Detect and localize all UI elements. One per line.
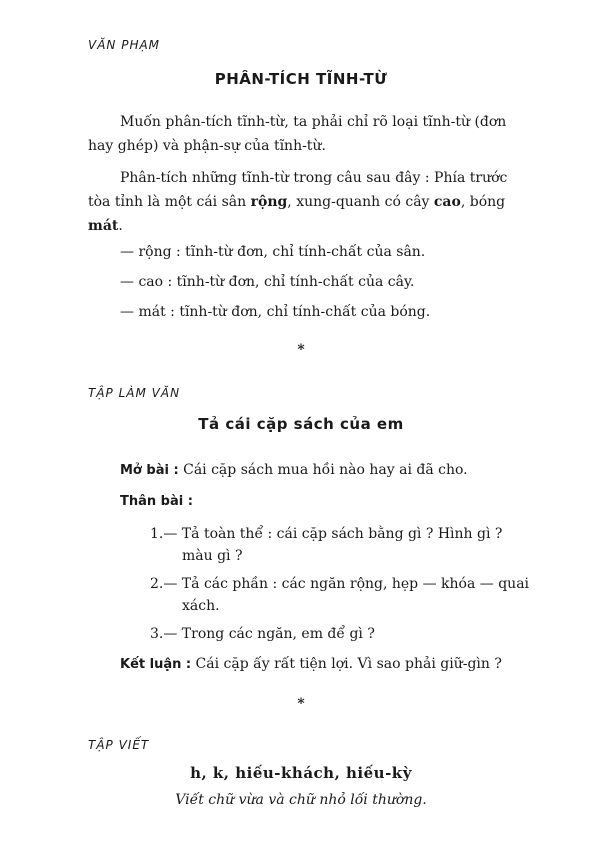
body-item-1: 1.— Tả toàn thể : cái cặp sách bằng gì ? Hình gì ? <box>150 526 503 542</box>
composition-intro <box>120 462 468 478</box>
conclusion-text: Cái cặp ấy rất tiện lợi. Vì sao phải giữ-gìn ? <box>191 656 502 672</box>
separator-star: * <box>297 342 305 358</box>
exercise-word-cao: cao <box>433 194 461 210</box>
body-item-2-cont: xách. <box>182 598 220 614</box>
body-item-2: 2.— Tả các phần : các ngăn rộng, hẹp — khóa — quai <box>150 576 530 592</box>
composition-conclusion <box>120 656 502 672</box>
writing-practice-line: h, k, hiếu-khách, hiếu-kỳ <box>190 764 412 782</box>
intro-label: Mở bài : <box>120 463 179 478</box>
writing-instruction: Viết chữ vừa và chữ nhỏ lối thường. <box>175 792 427 808</box>
grammar-intro: Muốn phân-tích tĩnh-từ, ta phải chỉ rõ loại tĩnh-từ (đơn hay ghép) và phận-sự của tĩnh-từ. <box>88 114 507 154</box>
intro-text: Cái cặp sách mua hồi nào hay ai đã cho. <box>178 462 468 478</box>
grammar-exercise <box>88 166 528 238</box>
answer-cao: — cao : tĩnh-từ đơn, chỉ tính-chất của cây. <box>120 274 415 290</box>
composition-title: Tả cái cặp sách của em <box>198 415 404 433</box>
exercise-text-mid1: , xung-quanh có cây <box>287 194 434 210</box>
writing-section-label: TẬP VIẾT <box>88 738 150 752</box>
body-item-3: 3.— Trong các ngăn, em để gì ? <box>150 626 375 642</box>
exercise-text-mid2: , bóng <box>460 194 506 210</box>
exercise-word-mat: mát <box>88 218 119 234</box>
exercise-text-end: . <box>118 218 123 234</box>
grammar-section-label: VĂN PHẠM <box>88 38 161 52</box>
composition-section-label: TẬP LÀM VĂN <box>88 386 181 400</box>
exercise-text-pre: Phân-tích những tĩnh-từ trong câu sau đây : Phía trước tòa tỉnh là một cái sân <box>88 170 508 210</box>
answer-rong: — rộng : tĩnh-từ đơn, chỉ tính-chất của sân. <box>120 244 426 260</box>
body-item-1-cont: màu gì ? <box>182 548 243 564</box>
separator-star-2: * <box>297 696 305 712</box>
body-label: Thân bài : <box>120 494 193 509</box>
answer-mat: — mát : tĩnh-từ đơn, chỉ tính-chất của bóng. <box>120 304 431 320</box>
conclusion-label: Kết luận : <box>120 657 192 672</box>
exercise-word-rong: rộng <box>250 194 288 210</box>
grammar-title: PHÂN-TÍCH TĨNH-TỪ <box>214 70 388 88</box>
